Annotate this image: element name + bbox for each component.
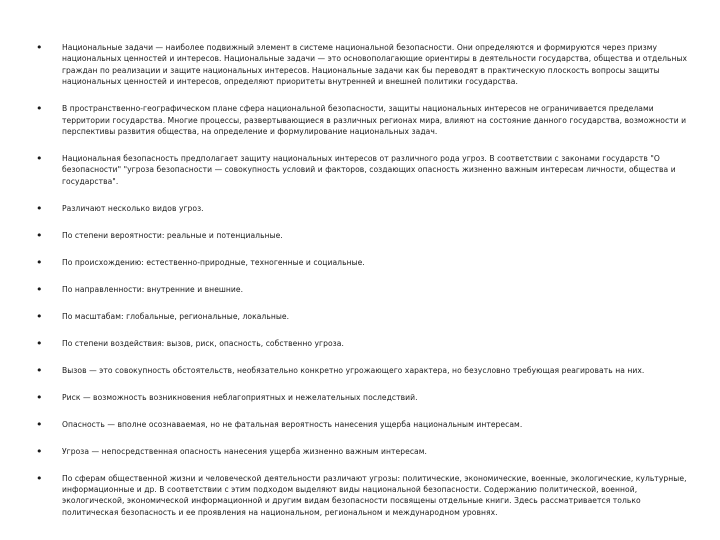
bullet-item <box>36 446 690 458</box>
bullet-item <box>36 42 690 88</box>
bullet-item <box>36 338 690 350</box>
bullet-dot: • <box>36 309 43 323</box>
bullet-item <box>36 284 690 296</box>
bullet-text: Угроза — непосредственная опасность нанесения ущерба жизненно важным интересам. <box>62 446 428 456</box>
bullet-dot: • <box>36 444 43 458</box>
bullet-item <box>36 153 690 187</box>
bullet-text: По масштабам: глобальные, региональные, локальные. <box>62 311 290 321</box>
bullet-text: Различают несколько видов угроз. <box>62 203 204 213</box>
bullet-dot: • <box>36 255 43 269</box>
bullet-dot: • <box>36 102 43 116</box>
bullet-dot: • <box>36 151 43 165</box>
bullet-text: По степени воздействия: вызов, риск, опасность, собственно угроза. <box>62 338 344 348</box>
bullet-item <box>36 392 690 404</box>
bullet-dot: • <box>36 228 43 242</box>
bullet-item <box>36 203 690 215</box>
bullet-text: По степени вероятности: реальные и потенциальные. <box>62 230 283 240</box>
bullet-text: Вызов — это совокупность обстоятельств, необязательно конкретно угрожающего характера, но безусловно требующая реагировать на них. <box>62 365 645 375</box>
bullet-item <box>36 419 690 431</box>
bullet-dot: • <box>36 201 43 215</box>
bullet-dot: • <box>36 363 43 377</box>
bullet-text: По происхождению: естественно-природные, техногенные и социальные. <box>62 257 365 267</box>
bullet-dot: • <box>36 41 43 54</box>
bullet-list <box>36 42 690 518</box>
bullet-dot: • <box>36 282 43 296</box>
bullet-item <box>36 365 690 377</box>
bullet-item <box>36 103 690 137</box>
bullet-text: По направленности: внутренние и внешние. <box>62 284 244 294</box>
bullet-text: Опасность — вполне осознаваемая, но не фатальная вероятность нанесения ущерба национальным интересам. <box>62 419 523 429</box>
bullet-text: Национальная безопасность предполагает защиту национальных интересов от различного рода угроз. В соответствии с законами государств "О безопасности" "угроза безопасности — совокупность условий и факторов, создающих опасность жизненно важным интересам личности, общества и государства". <box>62 153 676 186</box>
bullet-dot: • <box>36 390 43 404</box>
bullet-text: Риск — возможность возникновения неблагоприятных и нежелательных последствий. <box>62 392 418 402</box>
bullet-text: По сферам общественной жизни и человеческой деятельности различают угрозы: политические, экономические, военные, экологические, культурные, информационные и др. В соответствии с этим подходом выделяют виды национальной безопасности. Содержанию политической, военной, экологической, экономической информационной и другим видам безопасности посвящены отдельные книги. Здесь рассматривается только политическая безопасность и ее проявления на национальном, региональном и международном уровнях. <box>62 473 687 517</box>
bullet-item <box>36 230 690 242</box>
bullet-item <box>36 473 690 519</box>
bullet-text: Национальные задачи — наиболее подвижный элемент в системе национальной безопасности. Они определяются и формируются через призму национальных ценностей и интересов. Национальные задачи — это основополагающие ориентиры в деятельности государства, общества и отдельных граждан по реализации и защите национальных интересов. Национальные задачи как бы переводят в практическую плоскость вопросы защиты национальных ценностей и интересов, определяют приоритеты внутренней и внешней политики государства. <box>62 43 688 87</box>
bullet-dot: • <box>36 471 43 485</box>
bullet-text: В пространственно-географическом плане сфера национальной безопасности, защиты национальных интересов не ограничивается пределами территории государства. Многие процессы, развертывающиеся в различных регионах мира, влияют на состояние данного государства, возможности и перспективы развития общества, на определение и формулирование национальных задач. <box>62 104 687 136</box>
bullet-dot: • <box>36 417 43 431</box>
bullet-item <box>36 311 690 323</box>
bullet-dot: • <box>36 336 43 350</box>
bullet-item <box>36 257 690 269</box>
